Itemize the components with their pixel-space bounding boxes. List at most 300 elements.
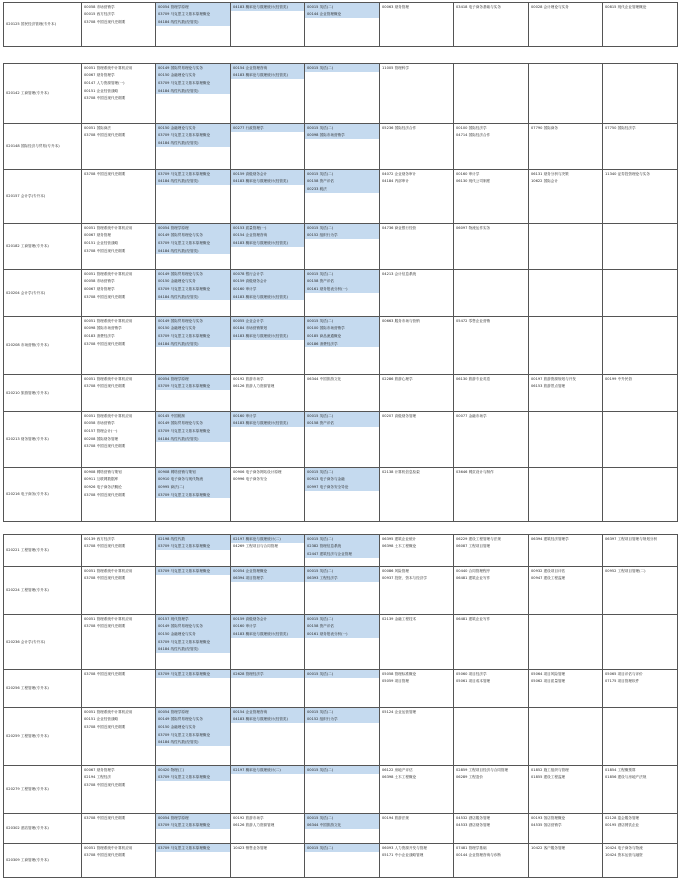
- course-entry: 00015 英语(二): [305, 615, 379, 623]
- course-entry: 11005 管理科学: [382, 65, 409, 70]
- exam-slot-cell: [529, 535, 603, 567]
- exam-slot-cell: [529, 170, 603, 224]
- exam-slot-cell: [454, 814, 529, 844]
- exam-slot-cell: [231, 224, 305, 270]
- course-entry: 00161 财务报表分析(一): [305, 285, 379, 293]
- major-name: 020224 工程管理(专升本): [6, 588, 49, 593]
- course-entry: 06393 工程经济学: [305, 575, 379, 583]
- course-entry: 00149 国际贸易理论与实务: [156, 232, 230, 240]
- course-entry: 03708 中国近现代史纲要: [84, 492, 126, 497]
- major-name-cell: [4, 670, 82, 708]
- exam-slot-cell: [603, 535, 678, 567]
- exam-slot-cell: [454, 124, 529, 170]
- course-entry: 00815 现代企业管理概论: [605, 4, 647, 9]
- exam-slot-cell: [380, 224, 454, 270]
- course-entry: 00015 英语(二): [305, 224, 379, 232]
- exam-slot-cell: [454, 412, 529, 468]
- course-entry: 00015 英语(二): [305, 468, 379, 476]
- exam-slot-cell: [305, 766, 380, 814]
- course-entry: 03709 马克思主义基本原理概论: [156, 638, 230, 646]
- course-entry: 00150 金融理论与实务: [156, 124, 230, 132]
- course-entry: 04183 概率论与数理统计(经管类): [231, 178, 304, 186]
- table-row: [4, 375, 678, 412]
- table-row: [4, 124, 678, 170]
- exam-slot-cell: [305, 124, 380, 170]
- course-entry: 06131 财务分析与决策: [531, 171, 569, 176]
- course-entry: 02138 计算机信息检索: [382, 469, 420, 474]
- major-name: 020256 工程管理(专升本): [6, 686, 49, 691]
- course-entry: 00157 现代管理学: [156, 615, 230, 623]
- exam-slot-cell: [82, 64, 156, 124]
- course-entry: 03709 马克思主义基本原理概论: [156, 670, 230, 678]
- course-entry: 06395 建筑企业统计: [382, 536, 417, 541]
- course-entry: 06394 项目管理学: [231, 575, 304, 583]
- table-row: [4, 567, 678, 615]
- exam-slot-cell: [82, 3, 156, 47]
- major-name-cell: [4, 412, 82, 468]
- course-entry: 00199 中外民俗: [605, 376, 632, 381]
- course-entry: 06481 建筑企业写作: [456, 576, 491, 581]
- major-name: 020210 旅游管理(专升本): [6, 390, 49, 395]
- exam-slot-cell: [231, 468, 305, 522]
- course-entry: 10424 电子商务与物流: [605, 845, 643, 850]
- exam-slot-cell: [305, 814, 380, 844]
- exam-slot-cell: [603, 670, 678, 708]
- table-row: [4, 814, 678, 844]
- course-entry: 04184 线性代数(经管类): [156, 139, 230, 147]
- course-entry: 04533 酒店财务管理: [456, 823, 491, 828]
- course-entry: 00149 国际贸易理论与实务: [156, 317, 230, 325]
- exam-slot-cell: [454, 64, 529, 124]
- course-entry: 06344 中国旅游文化: [305, 822, 379, 830]
- exam-slot-cell: [156, 375, 231, 412]
- course-entry: 05171 中小企业战略管理: [382, 853, 424, 858]
- exam-slot-cell: [603, 170, 678, 224]
- course-entry: 03709 马克思主义基本原理概论: [156, 774, 230, 782]
- course-entry: 00151 企业经营战略: [84, 717, 119, 722]
- course-entry: 00051 管理系统中计算机应用: [84, 225, 133, 230]
- course-entry: 10424 资本运营与融资: [605, 853, 643, 858]
- course-entry: 00015 英语(二): [305, 535, 379, 543]
- course-entry: 05061 项目成本管理: [456, 679, 491, 684]
- exam-slot-cell: [529, 844, 603, 878]
- course-entry: 00193 饭店管理概论: [531, 815, 566, 820]
- course-entry: 02286 旅游心理学: [382, 376, 413, 381]
- exam-slot-cell: [231, 3, 305, 47]
- exam-slot-cell: [82, 124, 156, 170]
- course-entry: 06344 中国旅游文化: [307, 376, 342, 381]
- course-entry: 00150 金融理论与实务: [156, 630, 230, 638]
- major-name-cell: [4, 3, 82, 47]
- course-entry: 00067 财务管理学: [84, 286, 115, 291]
- course-entry: 03708 中国近现代史纲要: [84, 384, 126, 389]
- course-entry: 00149 国际贸易理论与实务: [156, 623, 230, 631]
- course-entry: 00158 资产评估: [305, 178, 379, 186]
- exam-slot-cell: [305, 412, 380, 468]
- exam-slot-cell: [603, 468, 678, 522]
- course-entry: 00906 电子商务网站设计原理: [233, 469, 282, 474]
- exam-slot-cell: [603, 615, 678, 670]
- course-entry: 00015 英语(二): [305, 317, 379, 325]
- exam-slot-cell: [156, 124, 231, 170]
- exam-slot-cell: [305, 670, 380, 708]
- exam-slot-cell: [529, 468, 603, 522]
- course-entry: 00932 建设项目评估: [531, 568, 566, 573]
- exam-slot-cell: [305, 708, 380, 766]
- exam-slot-cell: [529, 317, 603, 375]
- course-entry: 03708 中国近现代史纲要: [84, 576, 126, 581]
- major-name: 020125 国民经济管理(专升本): [6, 22, 57, 27]
- course-entry: 00067 财务管理: [84, 233, 111, 238]
- course-entry: 00015 英语(二): [305, 814, 379, 822]
- schedule-table: [3, 63, 678, 522]
- course-entry: 03708 中国近现代史纲要: [84, 624, 126, 629]
- exam-slot-cell: [305, 844, 380, 878]
- course-entry: 00911 互联网数据库: [84, 477, 119, 482]
- major-name-cell: [4, 468, 82, 522]
- course-entry: 00063 财务管理: [382, 4, 409, 9]
- course-entry: 06093 人力资源开发与管理: [382, 845, 427, 850]
- course-entry: 05059 项目管理: [382, 679, 409, 684]
- course-entry: 00054 管理学原理: [156, 375, 230, 383]
- course-entry: 00440 合同管理程序: [456, 568, 491, 573]
- exam-slot-cell: [305, 375, 380, 412]
- exam-slot-cell: [380, 844, 454, 878]
- major-name: 020236 会计学(专升本): [6, 639, 46, 644]
- course-entry: 03708 中国近现代史纲要: [84, 444, 126, 449]
- course-entry: 03708 中国近现代史纲要: [84, 815, 126, 820]
- course-entry: 00149 国际贸易理论与实务: [156, 420, 230, 428]
- course-entry: 00067 财务管理学: [84, 767, 115, 772]
- course-entry: 03708 中国近现代史纲要: [84, 544, 126, 549]
- course-entry: 00098 国际市场营销学: [84, 326, 122, 331]
- course-entry: 02194 工程经济: [84, 775, 111, 780]
- course-entry: 05058 管理标准概论: [382, 671, 417, 676]
- major-name: 020142 工商管理(专升本): [6, 91, 49, 96]
- exam-slot-cell: [603, 317, 678, 375]
- exam-slot-cell: [156, 814, 231, 844]
- exam-slot-cell: [529, 270, 603, 317]
- course-entry: 00051 管理系统中计算机应用: [84, 568, 133, 573]
- exam-slot-cell: [156, 615, 231, 670]
- course-entry: 00158 资产评估: [305, 278, 379, 286]
- exam-slot-cell: [82, 844, 156, 878]
- table-row: [4, 708, 678, 766]
- course-entry: 06289 工程造价: [456, 775, 483, 780]
- course-entry: 02447 建筑经济与企业管理: [305, 550, 379, 558]
- exam-slot-cell: [529, 708, 603, 766]
- course-entry: 00051 管理系统中计算机应用: [84, 616, 133, 621]
- exam-slot-cell: [603, 124, 678, 170]
- course-entry: 04183 概率论与数理统计(经管类): [231, 293, 304, 301]
- course-entry: 00947 建设工程监理: [531, 576, 566, 581]
- exam-slot-cell: [82, 766, 156, 814]
- course-entry: 00054 管理学原理: [156, 3, 230, 11]
- exam-slot-cell: [305, 224, 380, 270]
- course-entry: 05236 国际经济合作: [382, 125, 417, 130]
- exam-slot-cell: [305, 567, 380, 615]
- major-name-cell: [4, 535, 82, 567]
- course-entry: 04183 概率论与数理统计(经管类): [231, 3, 304, 11]
- course-entry: 00150 金融理论与实务: [156, 278, 230, 286]
- exam-slot-cell: [454, 270, 529, 317]
- exam-slot-cell: [231, 64, 305, 124]
- course-entry: 00055 企业会计学: [231, 317, 304, 325]
- exam-slot-cell: [82, 567, 156, 615]
- course-entry: 06229 建设工程管理与法规: [456, 536, 501, 541]
- course-entry: 04714 国际经济合作: [456, 133, 491, 138]
- course-entry: 05060 项目经济学: [456, 671, 487, 676]
- exam-slot-cell: [305, 270, 380, 317]
- course-entry: 00192 旅游市场学: [233, 376, 264, 381]
- exam-slot-cell: [305, 64, 380, 124]
- exam-slot-cell: [529, 412, 603, 468]
- course-entry: 00908 网络营销与策划: [156, 468, 230, 476]
- course-entry: 04184 线性代数(经管类): [156, 645, 230, 653]
- exam-slot-cell: [603, 814, 678, 844]
- course-entry: 00151 企业经营战略: [84, 88, 119, 93]
- exam-slot-cell: [603, 3, 678, 47]
- course-entry: 00015 英语(二): [305, 766, 379, 774]
- exam-slot-cell: [156, 567, 231, 615]
- course-entry: 00151 企业经营战略: [84, 240, 119, 245]
- course-entry: 03646 网页设计与制作: [456, 469, 494, 474]
- exam-slot-cell: [82, 224, 156, 270]
- course-entry: 00154 企业管理咨询: [231, 232, 304, 240]
- exam-slot-cell: [156, 224, 231, 270]
- course-entry: 00051 国际商法: [84, 125, 111, 130]
- exam-slot-cell: [454, 535, 529, 567]
- course-entry: 00186 消费经济学: [305, 340, 379, 348]
- course-entry: 00015 英语(二): [305, 124, 379, 132]
- major-name: 020216 电子商务(专升本): [6, 492, 49, 497]
- course-entry: 00192 旅游市场学: [233, 815, 264, 820]
- exam-slot-cell: [454, 375, 529, 412]
- course-entry: 00197 旅游资源规划与开发: [531, 376, 576, 381]
- course-entry: 00100 国际经济学: [456, 125, 487, 130]
- course-entry: 04183 概率论与数理统计(经管类): [231, 420, 304, 428]
- exam-slot-cell: [231, 567, 305, 615]
- course-entry: 06153 旅游景点管理: [531, 384, 566, 389]
- course-entry: 00051 管理系统中计算机应用: [84, 709, 133, 714]
- exam-slot-cell: [529, 64, 603, 124]
- exam-slot-cell: [380, 670, 454, 708]
- course-entry: 04184 线性代数(经管类): [156, 293, 230, 301]
- course-entry: 04184 线性代数(经管类): [156, 18, 230, 26]
- course-entry: 00997 电子商务安全导论: [305, 483, 379, 491]
- course-entry: 00077 金融市场学: [456, 413, 487, 418]
- course-entry: 04183 概率论与数理统计(经管类): [231, 716, 304, 724]
- exam-slot-cell: [529, 224, 603, 270]
- exam-slot-cell: [156, 535, 231, 567]
- major-name: 020157 会计学(专升本): [6, 194, 46, 199]
- course-entry: 04184 线性代数(经管类): [156, 178, 230, 186]
- course-entry: 06130 现代公司制度: [456, 179, 491, 184]
- exam-slot-cell: [156, 412, 231, 468]
- exam-slot-cell: [454, 317, 529, 375]
- course-entry: 01852 施工组织与管理: [531, 767, 569, 772]
- course-entry: 03708 中国近现代史纲要: [84, 133, 126, 138]
- exam-slot-cell: [529, 814, 603, 844]
- course-entry: 00015 英语(二): [305, 64, 379, 72]
- course-entry: 03708 中国近现代史纲要: [84, 171, 126, 176]
- exam-slot-cell: [231, 708, 305, 766]
- course-entry: 00015 英语(二): [305, 3, 379, 11]
- course-entry: 00159 高级财务会计: [231, 615, 304, 623]
- exam-slot-cell: [82, 468, 156, 522]
- exam-slot-cell: [156, 468, 231, 522]
- course-entry: 00028 会计理论与实务: [531, 4, 569, 9]
- course-entry: 00051 管理系统中计算机应用: [84, 318, 133, 323]
- course-entry: 06397 工程项目管理与规划分析: [605, 536, 658, 541]
- course-entry: 03709 马克思主义基本原理概论: [156, 170, 230, 178]
- course-entry: 00153 质量管理(一): [231, 224, 304, 232]
- exam-slot-cell: [380, 412, 454, 468]
- exam-slot-cell: [305, 317, 380, 375]
- course-entry: 03708 中国近现代史纲要: [84, 341, 126, 346]
- course-entry: 00100 国际市场营销学: [305, 325, 379, 333]
- course-entry: 00663 服务市场与营销: [382, 318, 420, 323]
- exam-slot-cell: [305, 468, 380, 522]
- course-entry: 06097 物流运作实务: [456, 225, 491, 230]
- exam-slot-cell: [231, 615, 305, 670]
- course-entry: 00015 西方经济学: [84, 12, 115, 17]
- course-entry: 07481 管理学基础: [456, 845, 487, 850]
- exam-slot-cell: [231, 814, 305, 844]
- course-entry: 00159 高级财务会计: [231, 170, 304, 178]
- course-entry: 00420 物理(工): [156, 766, 230, 774]
- exam-slot-cell: [305, 535, 380, 567]
- course-entry: 00160 审计学: [231, 623, 304, 631]
- course-entry: 02139 金融工程技术: [382, 616, 417, 621]
- exam-slot-cell: [380, 3, 454, 47]
- exam-slot-cell: [82, 535, 156, 567]
- exam-slot-cell: [156, 708, 231, 766]
- major-name: 020213 财务管理(专升本): [6, 437, 49, 442]
- table-row: [4, 270, 678, 317]
- exam-slot-cell: [82, 814, 156, 844]
- table-row: [4, 844, 678, 878]
- exam-slot-cell: [454, 170, 529, 224]
- exam-slot-cell: [603, 64, 678, 124]
- exam-slot-cell: [380, 766, 454, 814]
- course-entry: 04183 概率论与数理统计(经管类): [231, 239, 304, 247]
- course-entry: 00054 管理学原理: [156, 708, 230, 716]
- course-entry: 00051 管理系统中计算机应用: [84, 65, 133, 70]
- exam-slot-cell: [82, 412, 156, 468]
- course-entry: 02128 宴会服务管理: [605, 815, 640, 820]
- course-entry: 00207 高级财务管理: [382, 413, 417, 418]
- major-name-cell: [4, 615, 82, 670]
- exam-slot-cell: [380, 124, 454, 170]
- exam-slot-cell: [231, 844, 305, 878]
- major-name-cell: [4, 708, 82, 766]
- course-entry: 00160 审计学: [231, 412, 304, 420]
- exam-slot-cell: [231, 317, 305, 375]
- exam-slot-cell: [603, 567, 678, 615]
- course-entry: 00086 风险管理: [382, 568, 409, 573]
- course-entry: 00150 金融理论与实务: [156, 72, 230, 80]
- course-entry: 00277 行政管理学: [231, 124, 304, 132]
- table-row: [4, 615, 678, 670]
- course-entry: 04736 商业银行经营: [382, 225, 417, 230]
- exam-slot-cell: [156, 3, 231, 47]
- course-entry: 03709 马克思主义基本原理概论: [156, 491, 230, 499]
- exam-slot-cell: [603, 766, 678, 814]
- course-entry: 03708 中国近现代史纲要: [84, 671, 126, 676]
- course-entry: 00937 投资、资本与经济学: [382, 576, 427, 581]
- exam-slot-cell: [82, 375, 156, 412]
- course-entry: 00058 市场营销学: [84, 421, 115, 426]
- major-name-cell: [4, 766, 82, 814]
- major-name: 020208 市场营销(专升本): [6, 343, 49, 348]
- course-entry: 04184 线性代数(经管类): [156, 247, 230, 255]
- course-entry: 00913 电子商务与金融: [305, 476, 379, 484]
- major-name-cell: [4, 844, 82, 878]
- major-name: 020279 工程管理(专升本): [6, 787, 49, 792]
- course-entry: 04213 会计信息系统: [382, 271, 417, 276]
- course-entry: 06126 旅游人力资源管理: [233, 823, 275, 828]
- course-entry: 00144 企业管理咨询与诊断: [456, 853, 501, 858]
- course-entry: 00139 西方经济学: [84, 536, 115, 541]
- course-entry: 04532 酒店服务管理: [456, 815, 491, 820]
- course-entry: 05062 项目质量管理: [531, 679, 566, 684]
- course-entry: 03418 电子商务基础与实务: [456, 4, 501, 9]
- course-entry: 00926 电子商务法概论: [84, 484, 122, 489]
- course-entry: 03709 马克思主义基本原理概论: [156, 383, 230, 391]
- course-entry: 00015 英语(二): [305, 567, 379, 575]
- course-entry: 10423 销售业务管理: [233, 845, 268, 850]
- exam-slot-cell: [380, 170, 454, 224]
- course-entry: 03708 中国近现代史纲要: [84, 19, 126, 24]
- exam-slot-cell: [454, 224, 529, 270]
- course-entry: 00051 管理系统中计算机应用: [84, 376, 133, 381]
- exam-slot-cell: [529, 3, 603, 47]
- course-entry: 06130 旅游专业英语: [456, 376, 491, 381]
- exam-slot-cell: [380, 708, 454, 766]
- exam-slot-cell: [529, 615, 603, 670]
- course-entry: 00067 财务管理学: [84, 73, 115, 78]
- exam-slot-cell: [603, 412, 678, 468]
- course-entry: 00015 英语(二): [305, 170, 379, 178]
- course-entry: 05472 零售企业营销: [456, 318, 491, 323]
- course-entry: 03708 中国近现代史纲要: [84, 853, 126, 858]
- course-entry: 00154 企业管理咨询: [231, 64, 304, 72]
- exam-slot-cell: [82, 170, 156, 224]
- course-entry: 04184 线性代数(经管类): [156, 435, 230, 443]
- exam-slot-cell: [305, 3, 380, 47]
- exam-slot-cell: [454, 615, 529, 670]
- course-entry: 02197 概率论与数理统计(二): [231, 535, 304, 543]
- exam-slot-cell: [380, 535, 454, 567]
- exam-slot-cell: [231, 375, 305, 412]
- table-row: [4, 766, 678, 814]
- course-entry: 00208 国际财务管理: [84, 436, 119, 441]
- course-entry: 00150 金融理论与实务: [156, 723, 230, 731]
- course-entry: 00194 旅游法规: [382, 815, 409, 820]
- major-name-cell: [4, 170, 82, 224]
- course-entry: 00078 银行会计学: [231, 270, 304, 278]
- exam-slot-cell: [603, 224, 678, 270]
- table-row: [4, 3, 678, 47]
- exam-slot-cell: [380, 567, 454, 615]
- course-entry: 00149 国际贸易理论与实务: [156, 64, 230, 72]
- course-entry: 00184 市场营销策划: [231, 325, 304, 333]
- major-name-cell: [4, 814, 82, 844]
- course-entry: 00149 国际贸易理论与实务: [156, 270, 230, 278]
- major-name: 020148 国际经济与贸易(专升本): [6, 144, 60, 149]
- course-entry: 06481 建筑企业写作: [456, 616, 491, 621]
